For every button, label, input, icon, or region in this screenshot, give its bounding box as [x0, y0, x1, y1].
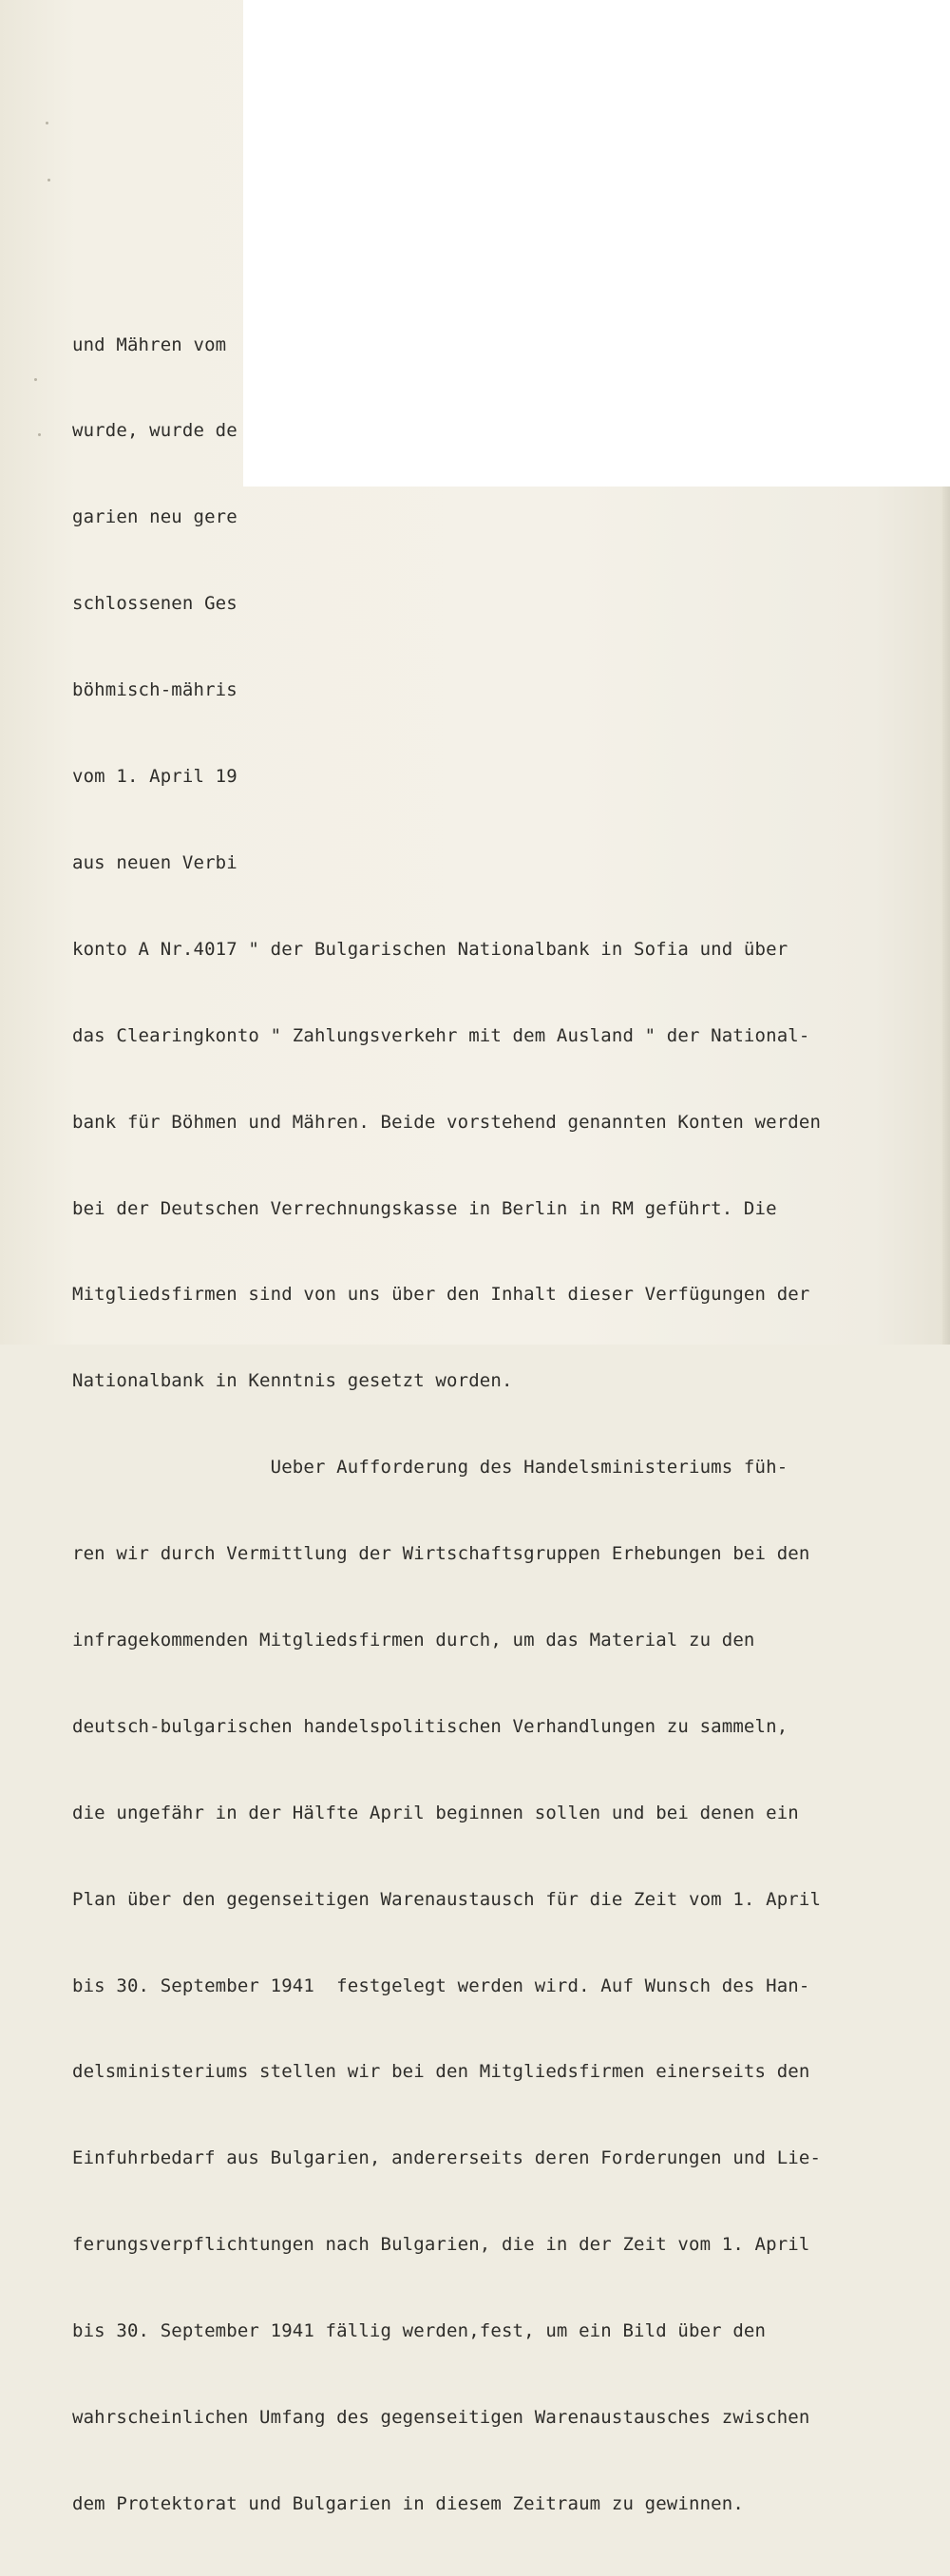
text-line: bei der Deutschen Verrechnungskasse in Berlin in RM geführt. Die	[72, 1197, 777, 1219]
redaction-block	[243, 0, 950, 487]
paper-speck	[46, 122, 48, 124]
text-line: böhmisch-mähris	[72, 679, 238, 701]
text-line: delsministeriums stellen wir bei den Mitgliedsfirmen einerseits den	[72, 2061, 810, 2083]
text-line: das Clearingkonto " Zahlungsverkehr mit dem Ausland " der National-	[72, 1024, 810, 1046]
text-line: schlossenen Ges	[72, 593, 238, 615]
text-line: infragekommenden Mitgliedsfirmen durch, um das Material zu den	[72, 1629, 755, 1651]
paper-speck	[34, 378, 37, 381]
text-line: und Mähren vom	[72, 334, 227, 355]
text-line: Einfuhrbedarf aus Bulgarien, andererseits deren Forderungen und Lie-	[72, 2147, 822, 2169]
text-line: aus neuen Verbi	[72, 851, 238, 873]
text-line: wurde, wurde de	[72, 420, 238, 442]
text-line: wahrscheinlichen Umfang des gegenseitigen Warenaustausches zwischen	[72, 2406, 810, 2428]
text-line: bank für Böhmen und Mähren. Beide vorstehend genannten Konten werden	[72, 1111, 822, 1133]
text-line: ferungsverpflichtungen nach Bulgarien, die in der Zeit vom 1. April	[72, 2234, 810, 2256]
text-line: Ueber Aufforderung des Handelsministeriums füh-	[72, 1457, 788, 1479]
text-line: konto A Nr.4017 " der Bulgarischen Nationalbank in Sofia und über	[72, 938, 788, 960]
text-line: vom 1. April 19	[72, 766, 238, 788]
text-line: garien neu gere	[72, 506, 238, 528]
typewritten-letter-body	[72, 273, 908, 2576]
text-line: dem Protektorat und Bulgarien in diesem Zeitraum zu gewinnen.	[72, 2492, 744, 2514]
paper-speck	[38, 433, 41, 436]
text-line: deutsch-bulgarischen handelspolitischen Verhandlungen zu sammeln,	[72, 1715, 788, 1737]
text-line: bis 30. September 1941 fällig werden,fest, um ein Bild über den	[72, 2320, 767, 2342]
text-line: Mitgliedsfirmen sind von uns über den Inhalt dieser Verfügungen der	[72, 1284, 810, 1306]
text-line: ren wir durch Vermittlung der Wirtschaftsgruppen Erhebungen bei den	[72, 1543, 810, 1565]
text-line: Plan über den gegenseitigen Warenaustausch für die Zeit vom 1. April	[72, 1888, 822, 1910]
paper-speck	[48, 179, 50, 181]
text-line: Nationalbank in Kenntnis gesetzt worden.	[72, 1370, 513, 1392]
text-line: die ungefähr in der Hälfte April beginnen sollen und bei denen ein	[72, 1802, 799, 1823]
text-line: bis 30. September 1941 festgelegt werden wird. Auf Wunsch des Han-	[72, 1975, 810, 1996]
